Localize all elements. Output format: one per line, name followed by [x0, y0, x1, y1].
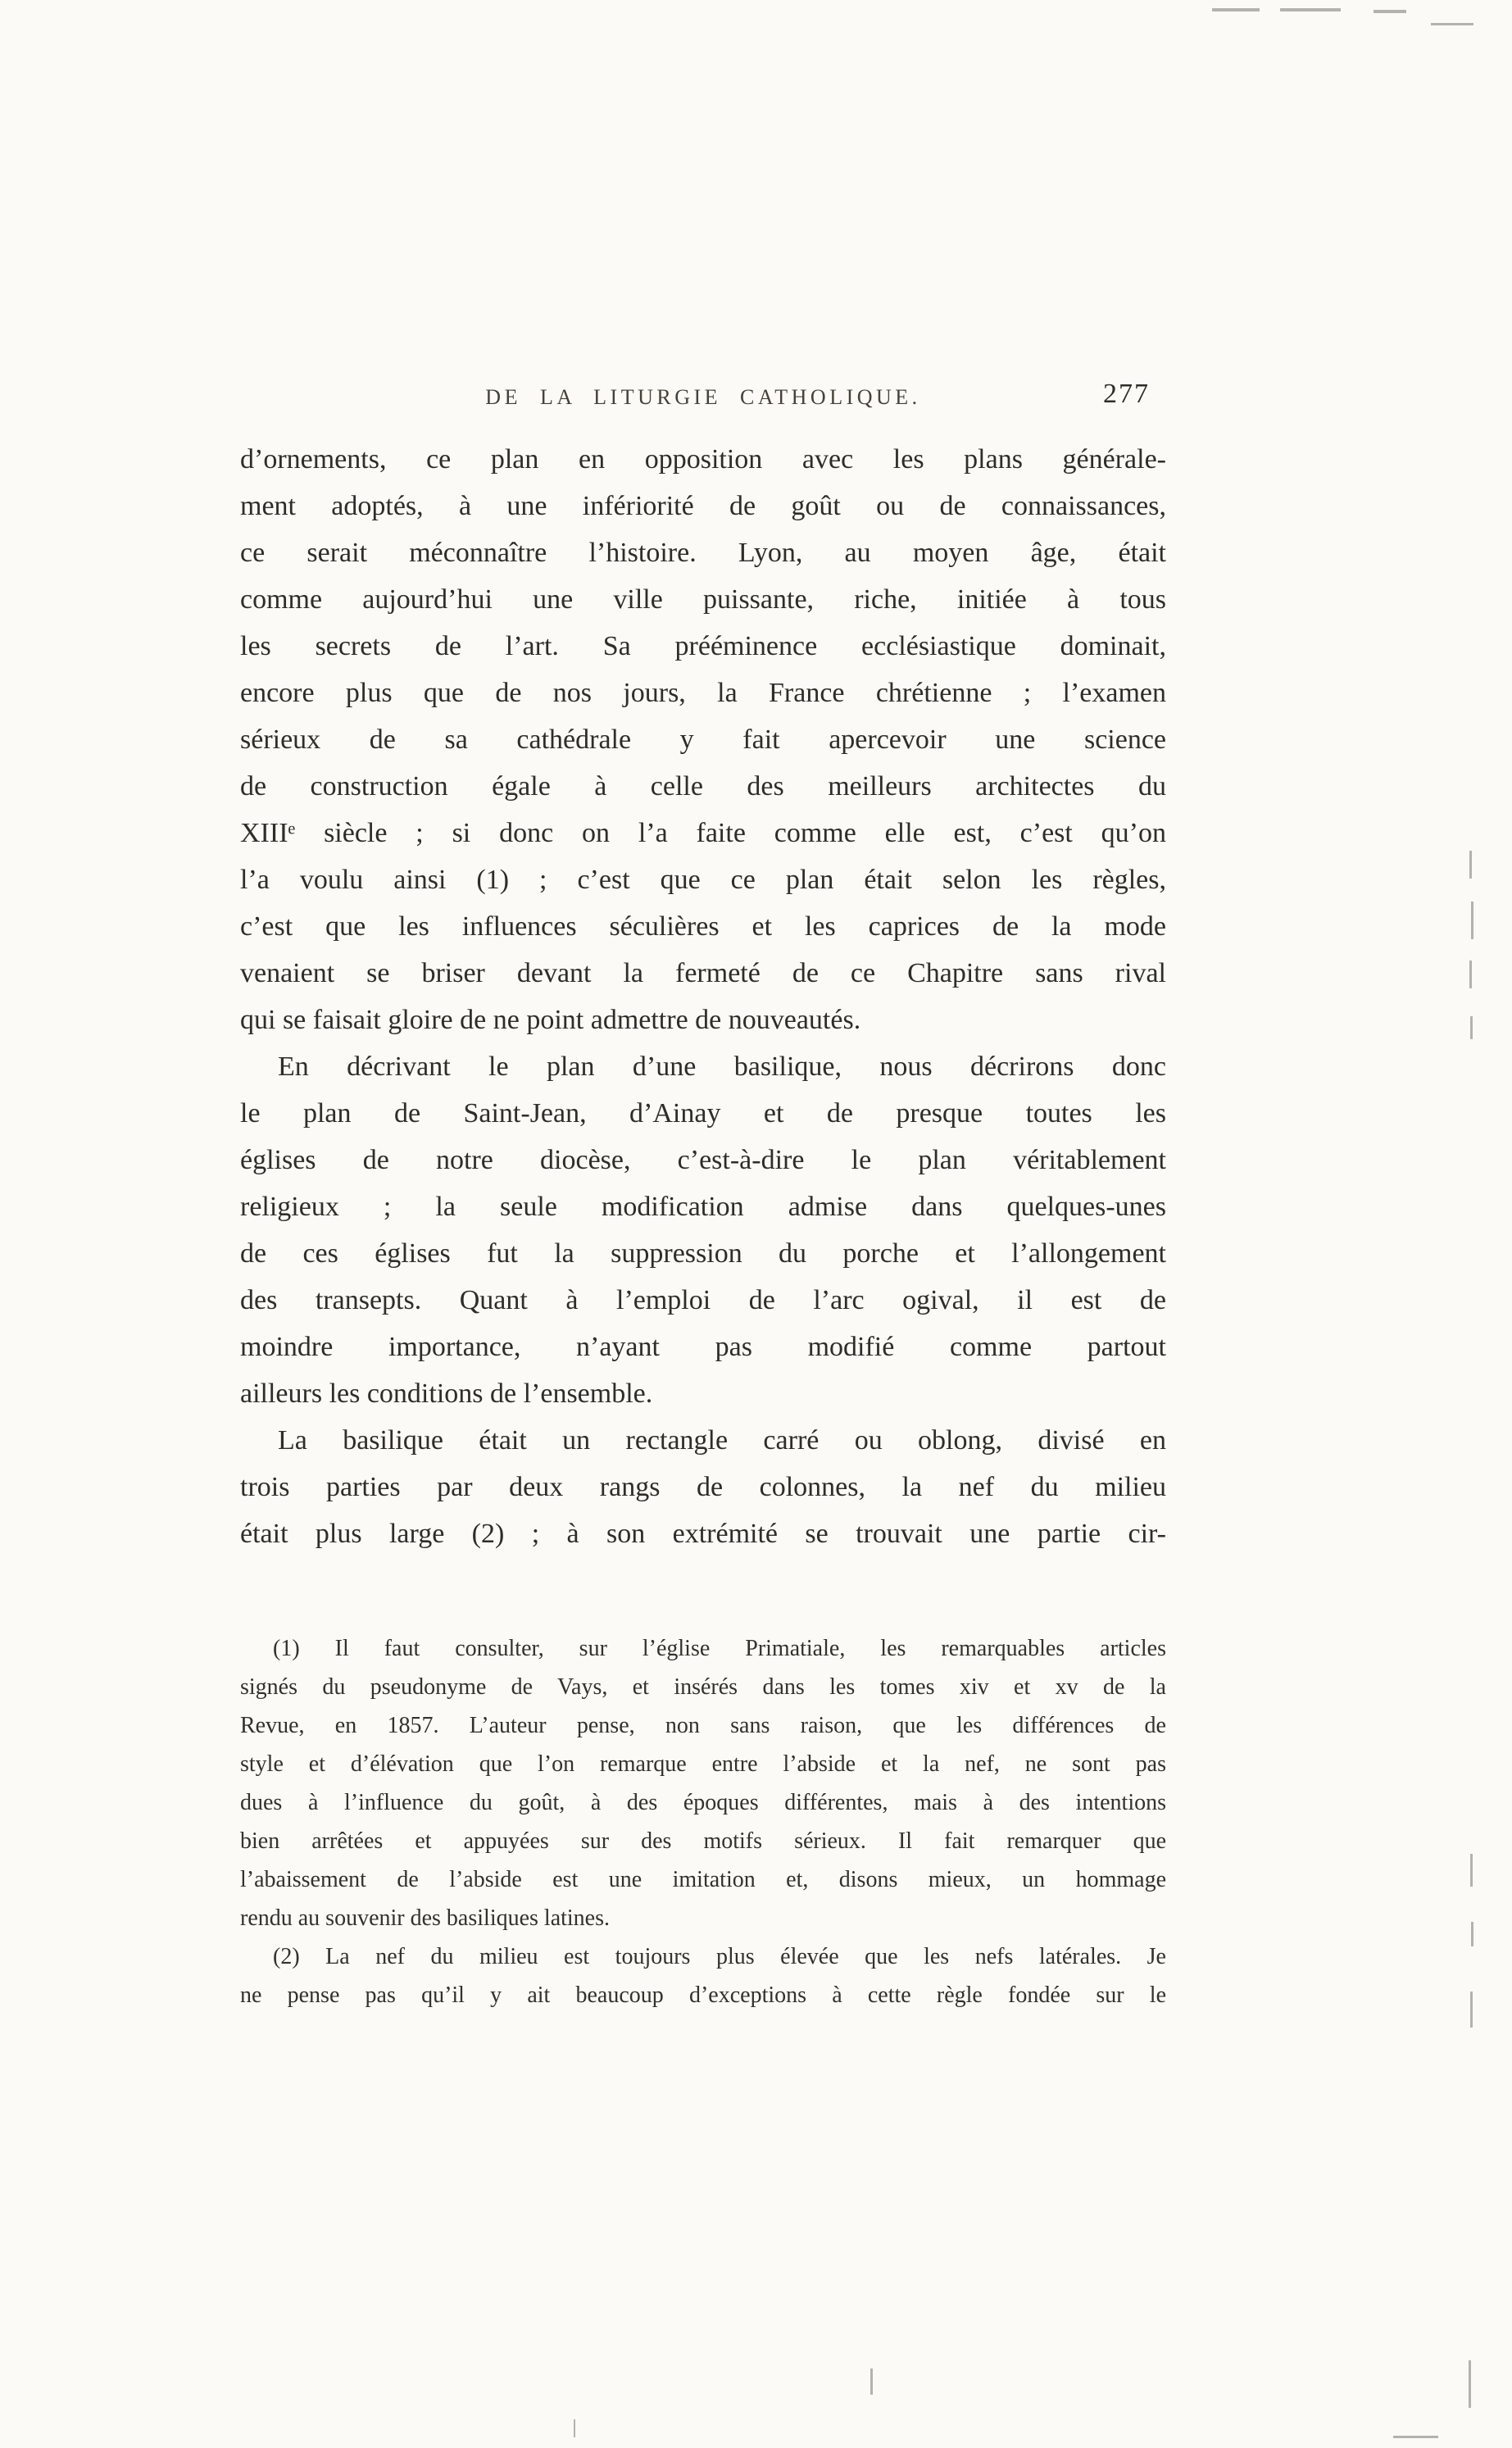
footnote-line: l’abaissement de l’abside est une imitation et, disons mieux, un hommage [240, 1867, 1166, 1892]
footnote-line: (1) Il faut consulter, sur l’église Primatiale, les remarquables articles [273, 1636, 1166, 1661]
footnote-line: signés du pseudonyme de Vays, et insérés dans les tomes xiv et xv de la [240, 1674, 1166, 1700]
scan-artifact [1431, 23, 1473, 25]
scan-artifact [1374, 10, 1406, 13]
scan-artifact [1469, 961, 1472, 988]
page-number: 277 [1103, 379, 1150, 409]
text-line: XIIIᵉ siècle ; si donc on l’a faite comme elle est, c’est qu’on [240, 818, 1166, 848]
scan-artifact [574, 2419, 575, 2437]
footnote-line: Revue, en 1857. L’auteur pense, non sans raison, que les différences de [240, 1713, 1166, 1738]
footnote-line: dues à l’influence du goût, à des époques différentes, mais à des intentions [240, 1790, 1166, 1815]
text-line: le plan de Saint-Jean, d’Ainay et de presque toutes les [240, 1098, 1166, 1129]
text-line: comme aujourd’hui une ville puissante, riche, initiée à tous [240, 584, 1166, 615]
text-line: de construction égale à celle des meilleurs architectes du [240, 771, 1166, 802]
text-line: des transepts. Quant à l’emploi de l’arc ogival, il est de [240, 1285, 1166, 1315]
text-line: l’a voulu ainsi (1) ; c’est que ce plan était selon les règles, [240, 865, 1166, 895]
text-line: En décrivant le plan d’une basilique, nous décrirons donc [278, 1051, 1166, 1082]
text-line: sérieux de sa cathédrale y fait apercevoir une science [240, 724, 1166, 755]
running-title: DE LA LITURGIE CATHOLIQUE. [485, 385, 921, 409]
text-line: qui se faisait gloire de ne point admettre de nouveautés. [240, 1005, 861, 1035]
text-line: venaient se briser devant la fermeté de ce Chapitre sans rival [240, 958, 1166, 988]
footnote-line: ne pense pas qu’il y ait beaucoup d’exceptions à cette règle fondée sur le [240, 1982, 1166, 2008]
text-line: moindre importance, n’ayant pas modifié comme partout [240, 1332, 1166, 1362]
text-line: encore plus que de nos jours, la France chrétienne ; l’examen [240, 678, 1166, 708]
footnote-line: rendu au souvenir des basiliques latines. [240, 1905, 611, 1931]
scan-artifact [1470, 1992, 1473, 2028]
paragraph-3 [240, 1417, 1166, 1557]
footnote-line: style et d’élévation que l’on remarque entre l’abside et la nef, ne sont pas [240, 1751, 1166, 1777]
scan-artifact [1393, 2436, 1438, 2438]
scan-artifact [1470, 1854, 1473, 1887]
scan-artifact [870, 2369, 873, 2395]
text-line: les secrets de l’art. Sa prééminence ecclésiastique dominait, [240, 631, 1166, 661]
paragraph-2 [240, 1043, 1166, 1417]
text-line: églises de notre diocèse, c’est-à-dire le plan véritablement [240, 1145, 1166, 1175]
text-line: La basilique était un rectangle carré ou oblong, divisé en [278, 1425, 1166, 1456]
scan-artifact [1469, 851, 1472, 879]
text-line: ce serait méconnaître l’histoire. Lyon, au moyen âge, était [240, 538, 1166, 568]
text-line: était plus large (2) ; à son extrémité se trouvait une partie cir- [240, 1519, 1166, 1549]
text-line: trois parties par deux rangs de colonnes, la nef du milieu [240, 1472, 1166, 1502]
footnote-line: (2) La nef du milieu est toujours plus élevée que les nefs latérales. Je [273, 1944, 1166, 1969]
scan-artifact [1212, 8, 1260, 11]
paragraph-1 [240, 436, 1166, 1043]
footnote-2 [240, 1937, 1166, 2014]
text-line: ailleurs les conditions de l’ensemble. [240, 1378, 653, 1409]
text-line: d’ornements, ce plan en opposition avec les plans générale- [240, 444, 1166, 475]
scan-artifact [1469, 2360, 1471, 2408]
body-text [240, 436, 1166, 1557]
text-line: c’est que les influences séculières et les caprices de la mode [240, 911, 1166, 942]
text-line: ment adoptés, à une infériorité de goût ou de connaissances, [240, 491, 1166, 521]
footnote-1 [240, 1629, 1166, 1937]
scan-artifact [1471, 1922, 1473, 1946]
scan-artifact [1470, 1016, 1473, 1039]
text-line: religieux ; la seule modification admise dans quelques-unes [240, 1192, 1166, 1222]
page-header [240, 379, 1166, 413]
text-line: de ces églises fut la suppression du porche et l’allongement [240, 1238, 1166, 1269]
scan-artifact [1280, 8, 1341, 11]
scan-artifact [1471, 902, 1473, 939]
footnotes [240, 1629, 1166, 2014]
text-column [240, 379, 1166, 2014]
footnote-line: bien arrêtées et appuyées sur des motifs sérieux. Il fait remarquer que [240, 1828, 1166, 1854]
